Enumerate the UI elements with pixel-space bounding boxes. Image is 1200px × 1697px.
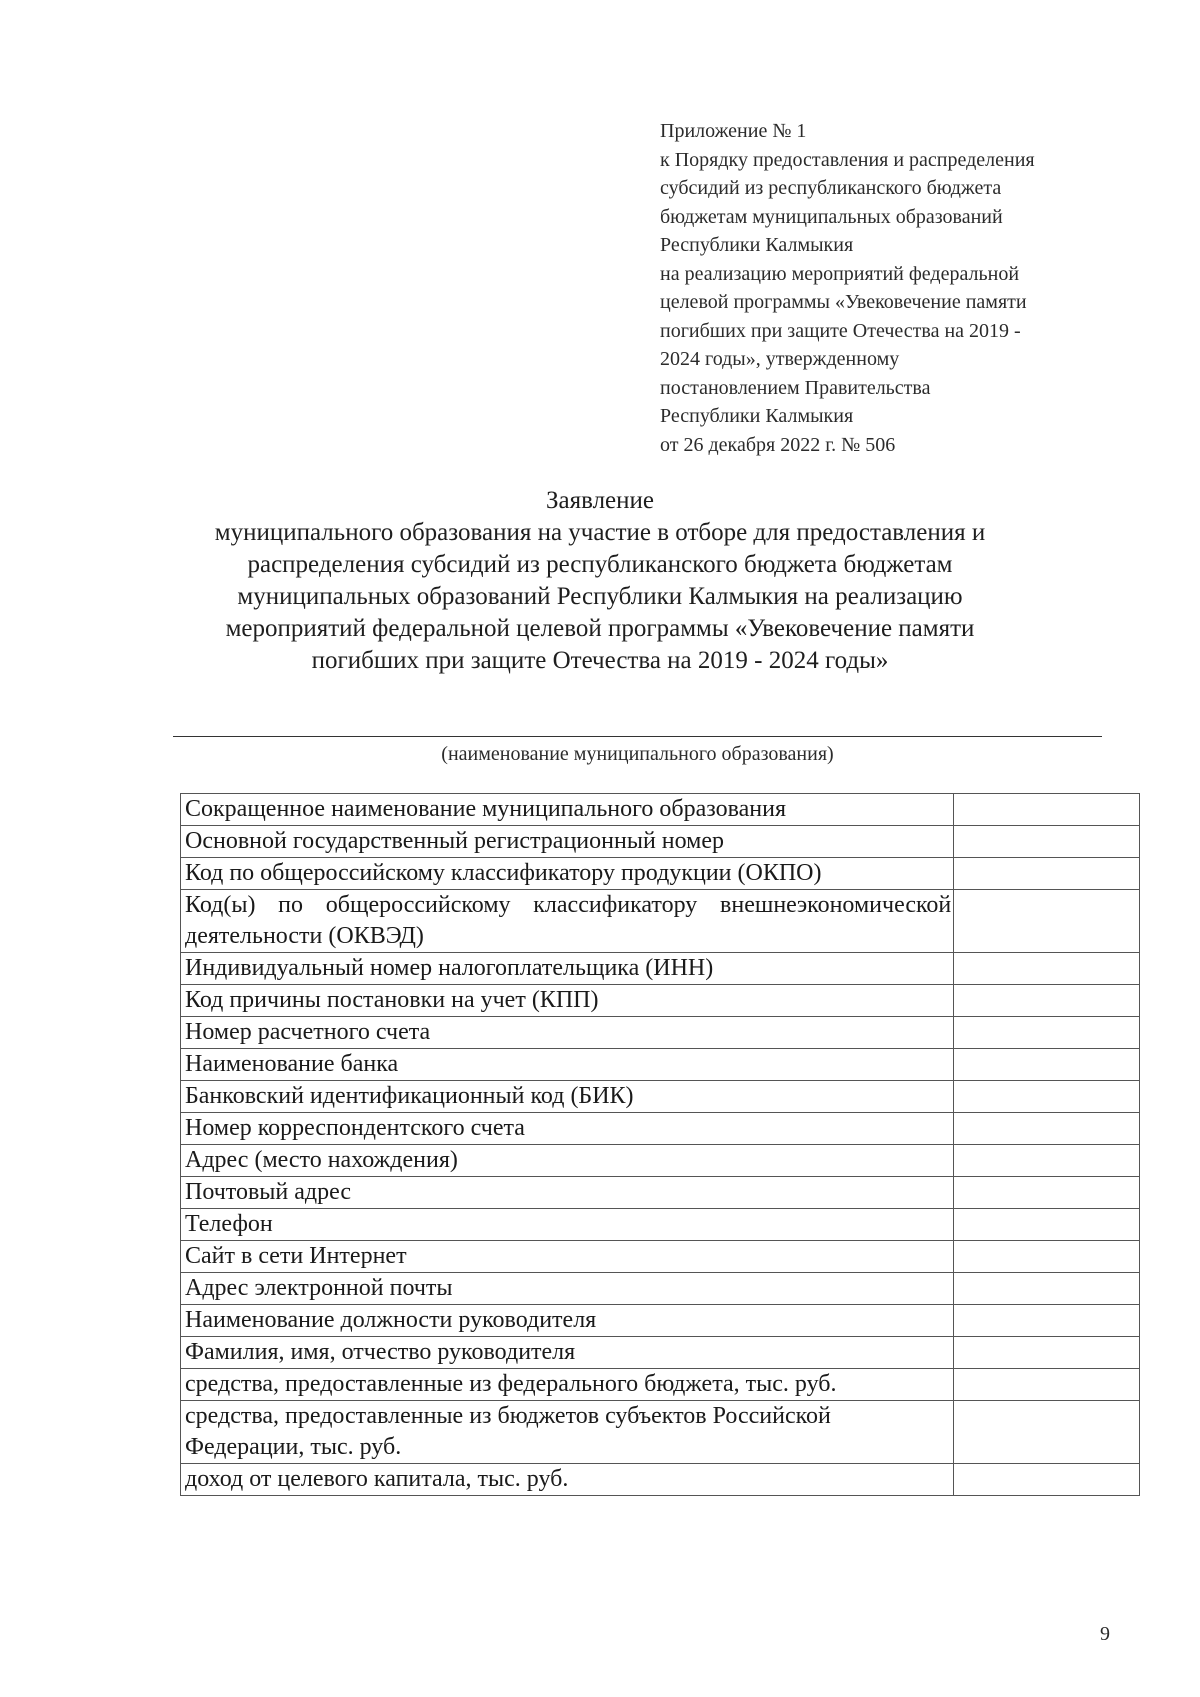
row-value-cell[interactable] (954, 1177, 1140, 1209)
row-value-cell[interactable] (954, 1273, 1140, 1305)
appendix-line: 2024 годы», утвержденному (660, 348, 900, 370)
row-label: Наименование банка (181, 1049, 954, 1081)
row-label: Фамилия, имя, отчество руководителя (181, 1337, 954, 1369)
title-line: Заявление (545, 487, 655, 514)
row-label: Код причины постановки на учет (КПП) (181, 985, 954, 1017)
row-label: средства, предоставленные из федерального бюджета, тыс. руб. (181, 1369, 954, 1401)
appendix-line: постановлением Правительства (660, 376, 931, 399)
appendix-line: погибших при защите Отечества на 2019 - (660, 319, 1021, 342)
row-label: Код по общероссийскому классификатору продукции (ОКПО) (181, 858, 954, 890)
row-label: Индивидуальный номер налогоплательщика (ИНН) (181, 953, 954, 985)
title-line: погибших при защите Отечества на 2019 - 2024 годы» (311, 647, 889, 674)
title-line: муниципального образования на участие в отборе для предоставления и (214, 519, 986, 546)
table-row (181, 1049, 1140, 1081)
document-title (150, 485, 1050, 677)
row-label: Адрес (место нахождения) (181, 1145, 954, 1177)
table-row (181, 1305, 1140, 1337)
appendix-line: субсидий из республиканского бюджета (660, 177, 1002, 199)
row-value-cell[interactable] (954, 953, 1140, 985)
row-value-cell[interactable] (954, 1049, 1140, 1081)
row-value-cell[interactable] (954, 858, 1140, 890)
table-row (181, 1209, 1140, 1241)
row-label: Номер расчетного счета (181, 1017, 954, 1049)
row-value-cell[interactable] (954, 1241, 1140, 1273)
row-label: Номер корреспондентского счета (181, 1113, 954, 1145)
title-line: распределения субсидий из республиканского бюджета бюджетам (247, 551, 953, 578)
row-label: Адрес электронной почты (181, 1273, 954, 1305)
appendix-line: бюджетам муниципальных образований (660, 205, 1003, 228)
appendix-line: целевой программы «Увековечение памяти (660, 291, 1027, 313)
table-row (181, 985, 1140, 1017)
row-label: доход от целевого капитала, тыс. руб. (181, 1464, 954, 1496)
table-row (181, 1017, 1140, 1049)
table-row (181, 1464, 1140, 1496)
appendix-line: Республики Калмыкия (660, 405, 854, 427)
row-value-cell[interactable] (954, 1369, 1140, 1401)
table-row (181, 1081, 1140, 1113)
appendix-header (660, 117, 1130, 459)
row-value-cell[interactable] (954, 1337, 1140, 1369)
title-line: муниципальных образований Республики Калмыкия на реализацию (237, 583, 963, 610)
row-value-cell[interactable] (954, 1464, 1140, 1496)
table-row (181, 890, 1140, 953)
table-row (181, 858, 1140, 890)
table-row (181, 1241, 1140, 1273)
row-value-cell[interactable] (954, 826, 1140, 858)
row-label: Сайт в сети Интернет (181, 1241, 954, 1273)
row-label: Сокращенное наименование муниципального образования (181, 794, 954, 826)
row-value-cell[interactable] (954, 1209, 1140, 1241)
appendix-line: Приложение № 1 (660, 120, 807, 142)
application-form-table (180, 793, 1140, 1496)
table-row (181, 1177, 1140, 1209)
row-value-cell[interactable] (954, 985, 1140, 1017)
row-label: Телефон (181, 1209, 954, 1241)
title-line: мероприятий федеральной целевой программы «Увековечение памяти (225, 615, 975, 642)
row-value-cell[interactable] (954, 1145, 1140, 1177)
row-value-cell[interactable] (954, 1017, 1140, 1049)
table-row (181, 1401, 1140, 1464)
row-label: Наименование должности руководителя (181, 1305, 954, 1337)
row-value-cell[interactable] (954, 1113, 1140, 1145)
appendix-line: Республики Калмыкия (660, 234, 854, 256)
appendix-line: к Порядку предоставления и распределения (660, 148, 1035, 171)
row-label: Основной государственный регистрационный номер (181, 826, 954, 858)
appendix-line: на реализацию мероприятий федеральной (660, 262, 1020, 285)
row-value-cell[interactable] (954, 1081, 1140, 1113)
table-row (181, 1145, 1140, 1177)
row-label: средства, предоставленные из бюджетов субъектов Российской Федерации, тыс. руб. (181, 1401, 954, 1464)
row-value-cell[interactable] (954, 890, 1140, 953)
row-label: Банковский идентификационный код (БИК) (181, 1081, 954, 1113)
row-value-cell[interactable] (954, 1401, 1140, 1464)
row-value-cell[interactable] (954, 794, 1140, 826)
table-row (181, 1113, 1140, 1145)
appendix-line: от 26 декабря 2022 г. № 506 (660, 433, 896, 456)
row-label: Почтовый адрес (181, 1177, 954, 1209)
row-label: Код(ы) по общероссийскому классификатору внешнеэкономической деятельности (ОКВЭД) (181, 890, 954, 953)
table-row (181, 1369, 1140, 1401)
table-row (181, 826, 1140, 858)
table-row (181, 1273, 1140, 1305)
table-row (181, 1337, 1140, 1369)
row-value-cell[interactable] (954, 1305, 1140, 1337)
municipality-name-line[interactable] (173, 736, 1102, 737)
municipality-name-caption: (наименование муниципального образования) (441, 743, 834, 765)
table-row (181, 794, 1140, 826)
table-row (181, 953, 1140, 985)
page-number: 9 (1100, 1623, 1110, 1645)
